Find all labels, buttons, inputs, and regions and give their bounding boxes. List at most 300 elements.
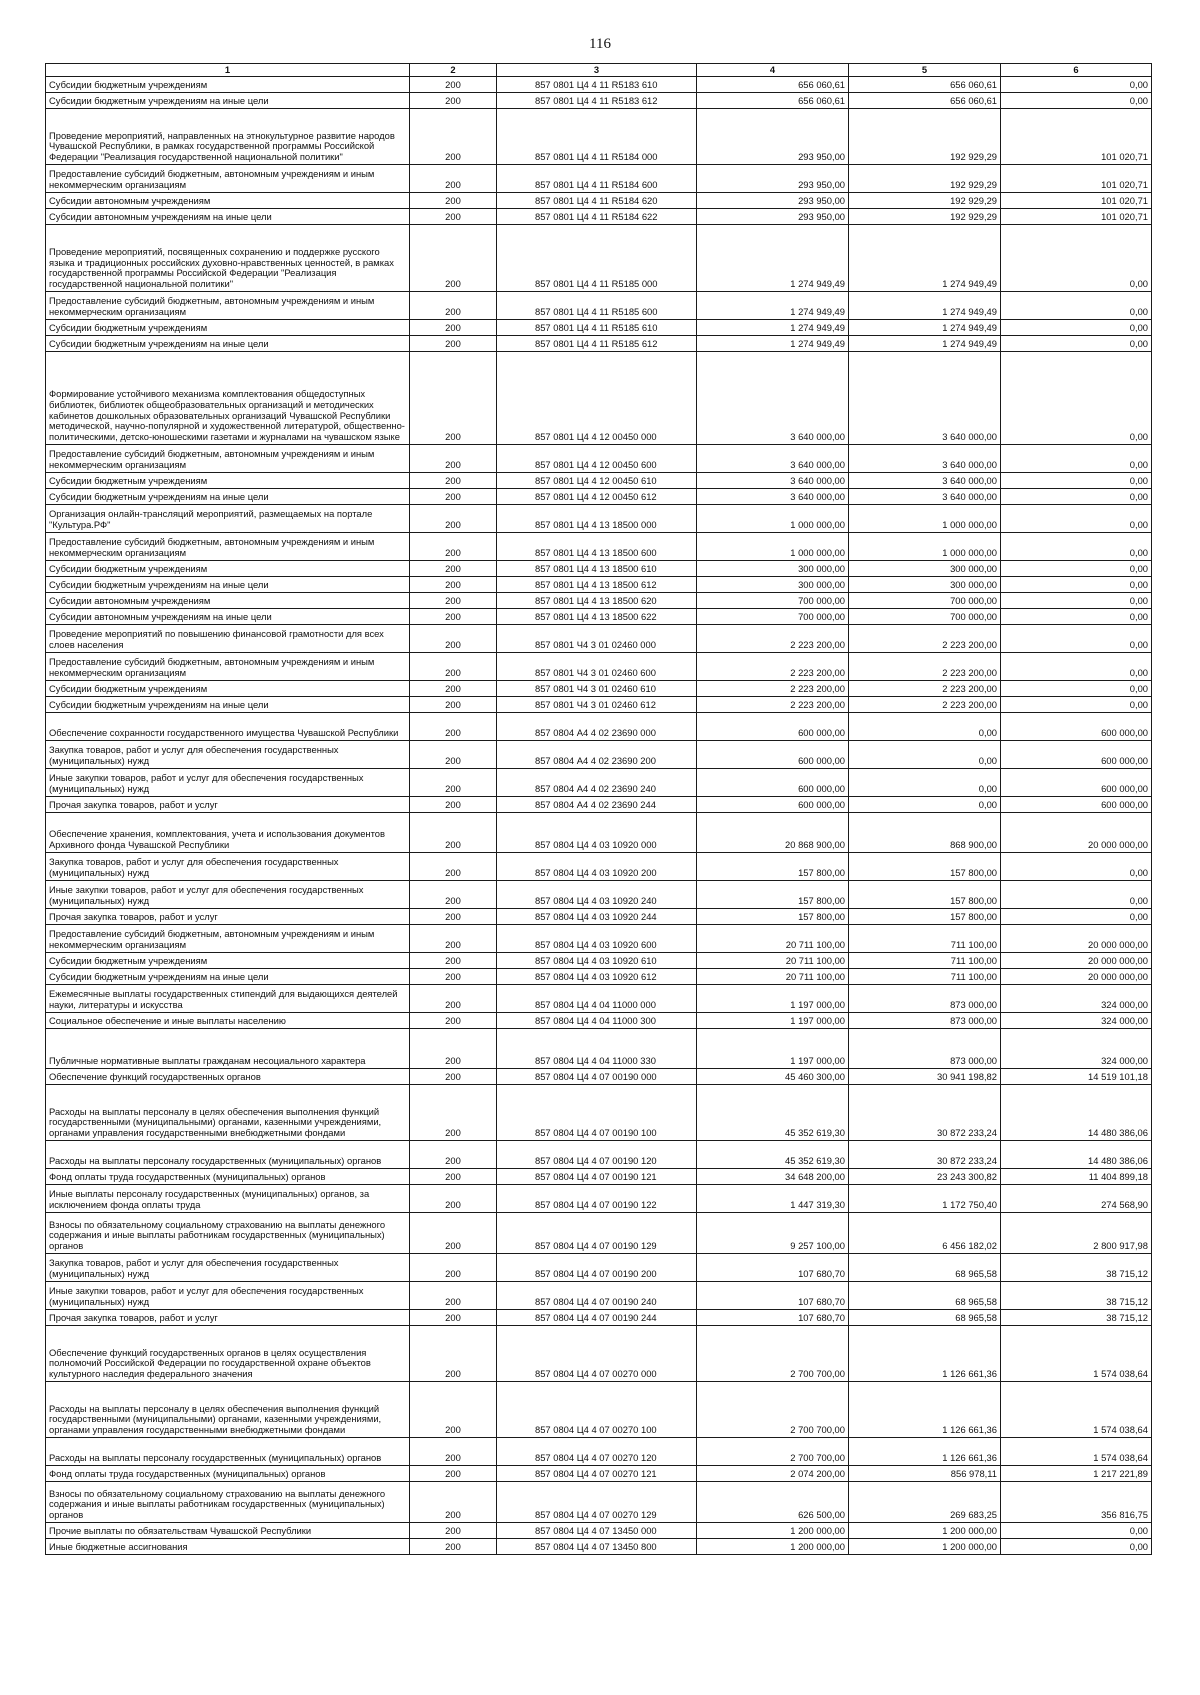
row-value-col5: 0,00 bbox=[849, 769, 1001, 797]
row-code-cell: 857 0801 Ц4 4 11 R5183 610 bbox=[497, 77, 697, 93]
row-value-col4: 20 711 100,00 bbox=[697, 969, 849, 985]
table-row bbox=[46, 1326, 1152, 1382]
row-code-cell: 857 0804 Ц4 4 07 00190 240 bbox=[497, 1282, 697, 1310]
row-code-cell: 857 0801 Ц4 4 13 18500 600 bbox=[497, 533, 697, 561]
row-value-col6: 600 000,00 bbox=[1001, 741, 1152, 769]
row-value-col6: 20 000 000,00 bbox=[1001, 813, 1152, 853]
row-admin-cell: 200 bbox=[410, 1085, 497, 1141]
row-name-cell: Обеспечение хранения, комплектования, учета и использования документов Архивного фонда Чувашской Республики bbox=[46, 813, 410, 853]
row-code-cell: 857 0804 Ц4 4 07 00190 129 bbox=[497, 1213, 697, 1254]
table-row bbox=[46, 853, 1152, 881]
row-value-col5: 3 640 000,00 bbox=[849, 445, 1001, 473]
row-admin-cell: 200 bbox=[410, 1282, 497, 1310]
row-value-col5: 0,00 bbox=[849, 797, 1001, 813]
table-row bbox=[46, 1438, 1152, 1466]
row-value-col6: 0,00 bbox=[1001, 681, 1152, 697]
row-value-col6: 101 020,71 bbox=[1001, 165, 1152, 193]
row-value-col4: 45 352 619,30 bbox=[697, 1085, 849, 1141]
row-value-col6: 1 217 221,89 bbox=[1001, 1466, 1152, 1482]
row-name-cell: Субсидии бюджетным учреждениям на иные цели bbox=[46, 697, 410, 713]
row-value-col4: 656 060,61 bbox=[697, 77, 849, 93]
row-admin-cell: 200 bbox=[410, 193, 497, 209]
row-code-cell: 857 0804 А4 4 02 23690 000 bbox=[497, 713, 697, 741]
row-name-cell: Фонд оплаты труда государственных (муниципальных) органов bbox=[46, 1466, 410, 1482]
row-value-col4: 2 223 200,00 bbox=[697, 697, 849, 713]
row-admin-cell: 200 bbox=[410, 797, 497, 813]
row-code-cell: 857 0804 Ц4 4 07 00190 121 bbox=[497, 1169, 697, 1185]
row-value-col6: 356 816,75 bbox=[1001, 1482, 1152, 1523]
row-name-cell: Закупка товаров, работ и услуг для обеспечения государственных (муниципальных) нужд bbox=[46, 853, 410, 881]
table-row bbox=[46, 1029, 1152, 1069]
row-value-col6: 0,00 bbox=[1001, 609, 1152, 625]
row-value-col6: 101 020,71 bbox=[1001, 109, 1152, 165]
row-admin-cell: 200 bbox=[410, 225, 497, 292]
row-value-col6: 0,00 bbox=[1001, 577, 1152, 593]
table-row bbox=[46, 681, 1152, 697]
row-admin-cell: 200 bbox=[410, 1213, 497, 1254]
row-value-col6: 324 000,00 bbox=[1001, 985, 1152, 1013]
row-code-cell: 857 0804 Ц4 4 07 00270 000 bbox=[497, 1326, 697, 1382]
row-value-col5: 0,00 bbox=[849, 713, 1001, 741]
row-admin-cell: 200 bbox=[410, 609, 497, 625]
table-row bbox=[46, 741, 1152, 769]
row-value-col6: 0,00 bbox=[1001, 292, 1152, 320]
row-admin-cell: 200 bbox=[410, 593, 497, 609]
row-code-cell: 857 0801 Ц4 4 13 18500 000 bbox=[497, 505, 697, 533]
table-header-row bbox=[46, 64, 1152, 77]
row-value-col5: 1 274 949,49 bbox=[849, 336, 1001, 352]
row-code-cell: 857 0801 Ц4 4 11 R5184 620 bbox=[497, 193, 697, 209]
row-value-col4: 656 060,61 bbox=[697, 93, 849, 109]
row-value-col5: 656 060,61 bbox=[849, 93, 1001, 109]
row-name-cell: Предоставление субсидий бюджетным, автономным учреждениям и иным некоммерческим организациям bbox=[46, 445, 410, 473]
row-code-cell: 857 0801 Ц4 4 13 18500 610 bbox=[497, 561, 697, 577]
table-row bbox=[46, 1382, 1152, 1438]
row-value-col6: 2 800 917,98 bbox=[1001, 1213, 1152, 1254]
row-code-cell: 857 0804 А4 4 02 23690 244 bbox=[497, 797, 697, 813]
row-name-cell: Субсидии бюджетным учреждениям bbox=[46, 320, 410, 336]
row-name-cell: Иные закупки товаров, работ и услуг для обеспечения государственных (муниципальных) нужд bbox=[46, 1282, 410, 1310]
row-code-cell: 857 0801 Ц4 4 11 R5184 000 bbox=[497, 109, 697, 165]
table-row bbox=[46, 625, 1152, 653]
row-value-col6: 0,00 bbox=[1001, 336, 1152, 352]
column-header: 4 bbox=[697, 64, 849, 77]
row-value-col6: 0,00 bbox=[1001, 320, 1152, 336]
row-name-cell: Взносы по обязательному социальному страхованию на выплаты денежного содержания и иные выплаты работникам государственных (муниципальных) органов bbox=[46, 1213, 410, 1254]
row-value-col6: 0,00 bbox=[1001, 625, 1152, 653]
row-admin-cell: 200 bbox=[410, 1310, 497, 1326]
row-value-col4: 1 274 949,49 bbox=[697, 320, 849, 336]
row-value-col6: 0,00 bbox=[1001, 77, 1152, 93]
row-value-col5: 711 100,00 bbox=[849, 953, 1001, 969]
row-admin-cell: 200 bbox=[410, 93, 497, 109]
table-row bbox=[46, 1282, 1152, 1310]
row-code-cell: 857 0804 Ц4 4 03 10920 240 bbox=[497, 881, 697, 909]
row-name-cell: Предоставление субсидий бюджетным, автономным учреждениям и иным некоммерческим организациям bbox=[46, 292, 410, 320]
row-name-cell: Формирование устойчивого механизма комплектования общедоступных библиотек, библиотек общеобразовательных организаций и методических кабинетов дошкольных образовательных организаций Чувашской Республики методической, научно-популярной и художественной литературой, общественно-политическими, детско-юношескими газетами и журналами на чувашском языке bbox=[46, 352, 410, 445]
row-admin-cell: 200 bbox=[410, 209, 497, 225]
row-name-cell: Обеспечение функций государственных органов bbox=[46, 1069, 410, 1085]
table-row bbox=[46, 1539, 1152, 1555]
table-row bbox=[46, 609, 1152, 625]
table-row bbox=[46, 336, 1152, 352]
row-admin-cell: 200 bbox=[410, 533, 497, 561]
row-value-col5: 868 900,00 bbox=[849, 813, 1001, 853]
row-admin-cell: 200 bbox=[410, 292, 497, 320]
row-value-col5: 1 274 949,49 bbox=[849, 292, 1001, 320]
row-admin-cell: 200 bbox=[410, 1523, 497, 1539]
row-code-cell: 857 0804 Ц4 4 03 10920 200 bbox=[497, 853, 697, 881]
row-value-col4: 1 197 000,00 bbox=[697, 1029, 849, 1069]
row-value-col6: 38 715,12 bbox=[1001, 1282, 1152, 1310]
column-header: 1 bbox=[46, 64, 410, 77]
row-value-col6: 0,00 bbox=[1001, 697, 1152, 713]
row-code-cell: 857 0804 Ц4 4 04 11000 330 bbox=[497, 1029, 697, 1069]
row-value-col4: 3 640 000,00 bbox=[697, 473, 849, 489]
row-value-col5: 1 126 661,36 bbox=[849, 1382, 1001, 1438]
table-row bbox=[46, 1482, 1152, 1523]
table-row bbox=[46, 292, 1152, 320]
row-admin-cell: 200 bbox=[410, 713, 497, 741]
row-value-col5: 68 965,58 bbox=[849, 1254, 1001, 1282]
row-code-cell: 857 0804 Ц4 4 07 00190 100 bbox=[497, 1085, 697, 1141]
table-row bbox=[46, 713, 1152, 741]
row-admin-cell: 200 bbox=[410, 741, 497, 769]
row-code-cell: 857 0801 Ц4 4 12 00450 610 bbox=[497, 473, 697, 489]
row-value-col5: 656 060,61 bbox=[849, 77, 1001, 93]
row-value-col4: 1 000 000,00 bbox=[697, 505, 849, 533]
row-admin-cell: 200 bbox=[410, 769, 497, 797]
row-name-cell: Проведение мероприятий по повышению финансовой грамотности для всех слоев населения bbox=[46, 625, 410, 653]
row-name-cell: Обеспечение сохранности государственного имущества Чувашской Республики bbox=[46, 713, 410, 741]
row-value-col6: 0,00 bbox=[1001, 505, 1152, 533]
row-value-col5: 1 126 661,36 bbox=[849, 1326, 1001, 1382]
row-name-cell: Субсидии автономным учреждениям bbox=[46, 593, 410, 609]
row-value-col4: 2 700 700,00 bbox=[697, 1382, 849, 1438]
row-value-col6: 20 000 000,00 bbox=[1001, 925, 1152, 953]
table-row bbox=[46, 533, 1152, 561]
row-admin-cell: 200 bbox=[410, 109, 497, 165]
row-name-cell: Прочие выплаты по обязательствам Чувашской Республики bbox=[46, 1523, 410, 1539]
row-admin-cell: 200 bbox=[410, 909, 497, 925]
row-value-col5: 0,00 bbox=[849, 741, 1001, 769]
row-value-col5: 700 000,00 bbox=[849, 609, 1001, 625]
row-value-col4: 1 197 000,00 bbox=[697, 1013, 849, 1029]
row-code-cell: 857 0804 Ц4 4 07 00270 129 bbox=[497, 1482, 697, 1523]
row-code-cell: 857 0804 Ц4 4 07 00190 244 bbox=[497, 1310, 697, 1326]
row-value-col5: 6 456 182,02 bbox=[849, 1213, 1001, 1254]
row-value-col6: 101 020,71 bbox=[1001, 209, 1152, 225]
row-code-cell: 857 0804 Ц4 4 07 13450 000 bbox=[497, 1523, 697, 1539]
row-admin-cell: 200 bbox=[410, 853, 497, 881]
row-name-cell: Расходы на выплаты персоналу государственных (муниципальных) органов bbox=[46, 1141, 410, 1169]
row-admin-cell: 200 bbox=[410, 881, 497, 909]
row-value-col6: 14 480 386,06 bbox=[1001, 1141, 1152, 1169]
row-name-cell: Прочая закупка товаров, работ и услуг bbox=[46, 797, 410, 813]
row-value-col4: 600 000,00 bbox=[697, 741, 849, 769]
row-admin-cell: 200 bbox=[410, 1169, 497, 1185]
table-row bbox=[46, 577, 1152, 593]
table-row bbox=[46, 925, 1152, 953]
table-row bbox=[46, 1185, 1152, 1213]
row-name-cell: Проведение мероприятий, направленных на этнокультурное развитие народов Чувашской Республики, в рамках государственной программы Российской Федерации "Реализация государственной национальной политики" bbox=[46, 109, 410, 165]
row-value-col6: 14 519 101,18 bbox=[1001, 1069, 1152, 1085]
row-value-col4: 2 700 700,00 bbox=[697, 1438, 849, 1466]
row-value-col5: 711 100,00 bbox=[849, 969, 1001, 985]
row-value-col5: 3 640 000,00 bbox=[849, 489, 1001, 505]
row-value-col5: 157 800,00 bbox=[849, 909, 1001, 925]
row-value-col6: 1 574 038,64 bbox=[1001, 1326, 1152, 1382]
row-name-cell: Расходы на выплаты персоналу в целях обеспечения выполнения функций государственными (муниципальными) органами, казенными учреждениями, органами управления государственными внебюджетными фондами bbox=[46, 1382, 410, 1438]
table-row bbox=[46, 969, 1152, 985]
row-value-col6: 101 020,71 bbox=[1001, 193, 1152, 209]
row-admin-cell: 200 bbox=[410, 1185, 497, 1213]
row-value-col6: 0,00 bbox=[1001, 225, 1152, 292]
row-value-col5: 1 172 750,40 bbox=[849, 1185, 1001, 1213]
row-code-cell: 857 0801 Ц4 4 11 R5185 610 bbox=[497, 320, 697, 336]
row-value-col4: 107 680,70 bbox=[697, 1282, 849, 1310]
row-name-cell: Субсидии бюджетным учреждениям bbox=[46, 953, 410, 969]
row-value-col5: 700 000,00 bbox=[849, 593, 1001, 609]
row-value-col4: 293 950,00 bbox=[697, 193, 849, 209]
row-code-cell: 857 0804 Ц4 4 07 00270 121 bbox=[497, 1466, 697, 1482]
column-header: 2 bbox=[410, 64, 497, 77]
row-code-cell: 857 0801 Ч4 3 01 02460 000 bbox=[497, 625, 697, 653]
row-admin-cell: 200 bbox=[410, 1539, 497, 1555]
row-code-cell: 857 0804 Ц4 4 07 00270 120 bbox=[497, 1438, 697, 1466]
row-value-col6: 0,00 bbox=[1001, 561, 1152, 577]
row-code-cell: 857 0804 Ц4 4 03 10920 612 bbox=[497, 969, 697, 985]
table-row bbox=[46, 985, 1152, 1013]
table-row bbox=[46, 561, 1152, 577]
row-value-col4: 1 200 000,00 bbox=[697, 1539, 849, 1555]
budget-table bbox=[45, 63, 1152, 1555]
row-code-cell: 857 0804 А4 4 02 23690 200 bbox=[497, 741, 697, 769]
row-value-col5: 1 274 949,49 bbox=[849, 320, 1001, 336]
table-row bbox=[46, 1466, 1152, 1482]
row-value-col5: 300 000,00 bbox=[849, 561, 1001, 577]
row-admin-cell: 200 bbox=[410, 1141, 497, 1169]
row-name-cell: Субсидии автономным учреждениям bbox=[46, 193, 410, 209]
row-value-col5: 30 941 198,82 bbox=[849, 1069, 1001, 1085]
row-name-cell: Фонд оплаты труда государственных (муниципальных) органов bbox=[46, 1169, 410, 1185]
row-name-cell: Публичные нормативные выплаты гражданам несоциального характера bbox=[46, 1029, 410, 1069]
row-value-col6: 0,00 bbox=[1001, 445, 1152, 473]
row-value-col5: 1 200 000,00 bbox=[849, 1523, 1001, 1539]
row-value-col4: 1 000 000,00 bbox=[697, 533, 849, 561]
row-code-cell: 857 0804 Ц4 4 07 13450 800 bbox=[497, 1539, 697, 1555]
row-code-cell: 857 0801 Ц4 4 13 18500 620 bbox=[497, 593, 697, 609]
row-admin-cell: 200 bbox=[410, 352, 497, 445]
row-name-cell: Субсидии бюджетным учреждениям на иные цели bbox=[46, 93, 410, 109]
row-value-col5: 300 000,00 bbox=[849, 577, 1001, 593]
row-value-col6: 0,00 bbox=[1001, 473, 1152, 489]
row-admin-cell: 200 bbox=[410, 1466, 497, 1482]
table-row bbox=[46, 352, 1152, 445]
row-value-col4: 1 274 949,49 bbox=[697, 225, 849, 292]
row-value-col4: 107 680,70 bbox=[697, 1310, 849, 1326]
row-name-cell: Обеспечение функций государственных органов в целях осуществления полномочий Российской Федерации по государственной охране объектов культурного наследия федерального значения bbox=[46, 1326, 410, 1382]
row-value-col6: 0,00 bbox=[1001, 533, 1152, 561]
row-name-cell: Закупка товаров, работ и услуг для обеспечения государственных (муниципальных) нужд bbox=[46, 1254, 410, 1282]
row-value-col4: 45 460 300,00 bbox=[697, 1069, 849, 1085]
table-row bbox=[46, 225, 1152, 292]
row-value-col6: 0,00 bbox=[1001, 93, 1152, 109]
row-value-col5: 157 800,00 bbox=[849, 881, 1001, 909]
row-value-col4: 1 447 319,30 bbox=[697, 1185, 849, 1213]
row-value-col6: 0,00 bbox=[1001, 653, 1152, 681]
row-value-col5: 1 000 000,00 bbox=[849, 533, 1001, 561]
row-admin-cell: 200 bbox=[410, 625, 497, 653]
row-code-cell: 857 0801 Ц4 4 11 R5184 622 bbox=[497, 209, 697, 225]
row-value-col6: 38 715,12 bbox=[1001, 1254, 1152, 1282]
table-row bbox=[46, 1013, 1152, 1029]
row-value-col5: 2 223 200,00 bbox=[849, 653, 1001, 681]
row-name-cell: Субсидии автономным учреждениям на иные цели bbox=[46, 209, 410, 225]
row-value-col5: 1 000 000,00 bbox=[849, 505, 1001, 533]
row-value-col4: 34 648 200,00 bbox=[697, 1169, 849, 1185]
row-code-cell: 857 0804 А4 4 02 23690 240 bbox=[497, 769, 697, 797]
row-code-cell: 857 0801 Ц4 4 11 R5184 600 bbox=[497, 165, 697, 193]
row-admin-cell: 200 bbox=[410, 505, 497, 533]
row-value-col4: 2 223 200,00 bbox=[697, 625, 849, 653]
row-code-cell: 857 0801 Ц4 4 11 R5185 000 bbox=[497, 225, 697, 292]
row-value-col4: 9 257 100,00 bbox=[697, 1213, 849, 1254]
row-admin-cell: 200 bbox=[410, 1029, 497, 1069]
row-value-col4: 3 640 000,00 bbox=[697, 489, 849, 505]
row-name-cell: Прочая закупка товаров, работ и услуг bbox=[46, 1310, 410, 1326]
row-admin-cell: 200 bbox=[410, 320, 497, 336]
row-name-cell: Субсидии бюджетным учреждениям bbox=[46, 77, 410, 93]
table-row bbox=[46, 769, 1152, 797]
row-code-cell: 857 0801 Ц4 4 11 R5185 612 bbox=[497, 336, 697, 352]
row-admin-cell: 200 bbox=[410, 473, 497, 489]
row-value-col5: 157 800,00 bbox=[849, 853, 1001, 881]
row-admin-cell: 200 bbox=[410, 1013, 497, 1029]
row-code-cell: 857 0801 Ч4 3 01 02460 612 bbox=[497, 697, 697, 713]
row-name-cell: Субсидии бюджетным учреждениям bbox=[46, 681, 410, 697]
row-value-col5: 1 126 661,36 bbox=[849, 1438, 1001, 1466]
row-code-cell: 857 0801 Ц4 4 13 18500 622 bbox=[497, 609, 697, 625]
table-row bbox=[46, 881, 1152, 909]
table-row bbox=[46, 1310, 1152, 1326]
row-code-cell: 857 0801 Ц4 4 12 00450 600 bbox=[497, 445, 697, 473]
row-value-col4: 600 000,00 bbox=[697, 769, 849, 797]
row-value-col6: 1 574 038,64 bbox=[1001, 1438, 1152, 1466]
table-row bbox=[46, 93, 1152, 109]
row-value-col6: 0,00 bbox=[1001, 352, 1152, 445]
row-name-cell: Иные закупки товаров, работ и услуг для обеспечения государственных (муниципальных) нужд bbox=[46, 881, 410, 909]
row-name-cell: Ежемесячные выплаты государственных стипендий для выдающихся деятелей науки, литературы и искусства bbox=[46, 985, 410, 1013]
table-row bbox=[46, 489, 1152, 505]
row-admin-cell: 200 bbox=[410, 813, 497, 853]
row-value-col6: 20 000 000,00 bbox=[1001, 953, 1152, 969]
row-admin-cell: 200 bbox=[410, 577, 497, 593]
row-admin-cell: 200 bbox=[410, 445, 497, 473]
table-row bbox=[46, 1069, 1152, 1085]
row-value-col5: 30 872 233,24 bbox=[849, 1141, 1001, 1169]
row-code-cell: 857 0804 Ц4 4 03 10920 610 bbox=[497, 953, 697, 969]
row-value-col4: 3 640 000,00 bbox=[697, 445, 849, 473]
row-value-col6: 0,00 bbox=[1001, 1539, 1152, 1555]
table-row bbox=[46, 109, 1152, 165]
row-name-cell: Проведение мероприятий, посвященных сохранению и поддержке русского языка и традиционных российских духовно-нравственных ценностей, в рамках государственной программы Российской Федерации "Реализация государственной национальной политики" bbox=[46, 225, 410, 292]
row-name-cell: Организация онлайн-трансляций мероприятий, размещаемых на портале "Культура.РФ" bbox=[46, 505, 410, 533]
row-value-col4: 20 711 100,00 bbox=[697, 953, 849, 969]
row-value-col5: 873 000,00 bbox=[849, 1029, 1001, 1069]
table-row bbox=[46, 1523, 1152, 1539]
row-value-col6: 600 000,00 bbox=[1001, 769, 1152, 797]
row-value-col5: 1 200 000,00 bbox=[849, 1539, 1001, 1555]
row-admin-cell: 200 bbox=[410, 697, 497, 713]
row-value-col6: 38 715,12 bbox=[1001, 1310, 1152, 1326]
row-name-cell: Иные выплаты персоналу государственных (муниципальных) органов, за исключением фонда оплаты труда bbox=[46, 1185, 410, 1213]
row-name-cell: Прочая закупка товаров, работ и услуг bbox=[46, 909, 410, 925]
row-value-col4: 293 950,00 bbox=[697, 209, 849, 225]
row-admin-cell: 200 bbox=[410, 969, 497, 985]
row-value-col4: 107 680,70 bbox=[697, 1254, 849, 1282]
row-name-cell: Иные бюджетные ассигнования bbox=[46, 1539, 410, 1555]
row-value-col5: 68 965,58 bbox=[849, 1282, 1001, 1310]
table-row bbox=[46, 653, 1152, 681]
table-row bbox=[46, 813, 1152, 853]
row-name-cell: Иные закупки товаров, работ и услуг для обеспечения государственных (муниципальных) нужд bbox=[46, 769, 410, 797]
row-code-cell: 857 0804 Ц4 4 04 11000 300 bbox=[497, 1013, 697, 1029]
row-name-cell: Расходы на выплаты персоналу государственных (муниципальных) органов bbox=[46, 1438, 410, 1466]
row-admin-cell: 200 bbox=[410, 77, 497, 93]
row-value-col5: 68 965,58 bbox=[849, 1310, 1001, 1326]
row-value-col6: 324 000,00 bbox=[1001, 1029, 1152, 1069]
row-name-cell: Субсидии бюджетным учреждениям bbox=[46, 561, 410, 577]
row-code-cell: 857 0801 Ц4 4 11 R5185 600 bbox=[497, 292, 697, 320]
row-code-cell: 857 0801 Ц4 4 12 00450 000 bbox=[497, 352, 697, 445]
row-value-col4: 157 800,00 bbox=[697, 909, 849, 925]
row-value-col5: 856 978,11 bbox=[849, 1466, 1001, 1482]
row-name-cell: Предоставление субсидий бюджетным, автономным учреждениям и иным некоммерческим организациям bbox=[46, 925, 410, 953]
row-admin-cell: 200 bbox=[410, 561, 497, 577]
row-value-col4: 2 223 200,00 bbox=[697, 681, 849, 697]
row-name-cell: Субсидии бюджетным учреждениям на иные цели bbox=[46, 969, 410, 985]
table-row bbox=[46, 1085, 1152, 1141]
table-row bbox=[46, 1141, 1152, 1169]
page-number: 116 bbox=[589, 36, 611, 52]
row-value-col4: 2 223 200,00 bbox=[697, 653, 849, 681]
row-value-col4: 2 074 200,00 bbox=[697, 1466, 849, 1482]
row-admin-cell: 200 bbox=[410, 1482, 497, 1523]
row-value-col4: 1 274 949,49 bbox=[697, 292, 849, 320]
table-row bbox=[46, 909, 1152, 925]
table-row bbox=[46, 320, 1152, 336]
row-code-cell: 857 0801 Ч4 3 01 02460 600 bbox=[497, 653, 697, 681]
row-value-col6: 0,00 bbox=[1001, 853, 1152, 881]
row-value-col4: 3 640 000,00 bbox=[697, 352, 849, 445]
row-value-col6: 600 000,00 bbox=[1001, 797, 1152, 813]
row-value-col6: 11 404 899,18 bbox=[1001, 1169, 1152, 1185]
row-code-cell: 857 0804 Ц4 4 07 00190 000 bbox=[497, 1069, 697, 1085]
table-row bbox=[46, 1254, 1152, 1282]
row-value-col4: 600 000,00 bbox=[697, 797, 849, 813]
row-name-cell: Закупка товаров, работ и услуг для обеспечения государственных (муниципальных) нужд bbox=[46, 741, 410, 769]
row-value-col4: 157 800,00 bbox=[697, 881, 849, 909]
row-value-col6: 0,00 bbox=[1001, 1523, 1152, 1539]
row-value-col4: 300 000,00 bbox=[697, 561, 849, 577]
row-value-col4: 293 950,00 bbox=[697, 109, 849, 165]
row-value-col4: 2 700 700,00 bbox=[697, 1326, 849, 1382]
table-row bbox=[46, 77, 1152, 93]
row-value-col5: 192 929,29 bbox=[849, 165, 1001, 193]
row-admin-cell: 200 bbox=[410, 489, 497, 505]
row-name-cell: Субсидии бюджетным учреждениям на иные цели bbox=[46, 577, 410, 593]
